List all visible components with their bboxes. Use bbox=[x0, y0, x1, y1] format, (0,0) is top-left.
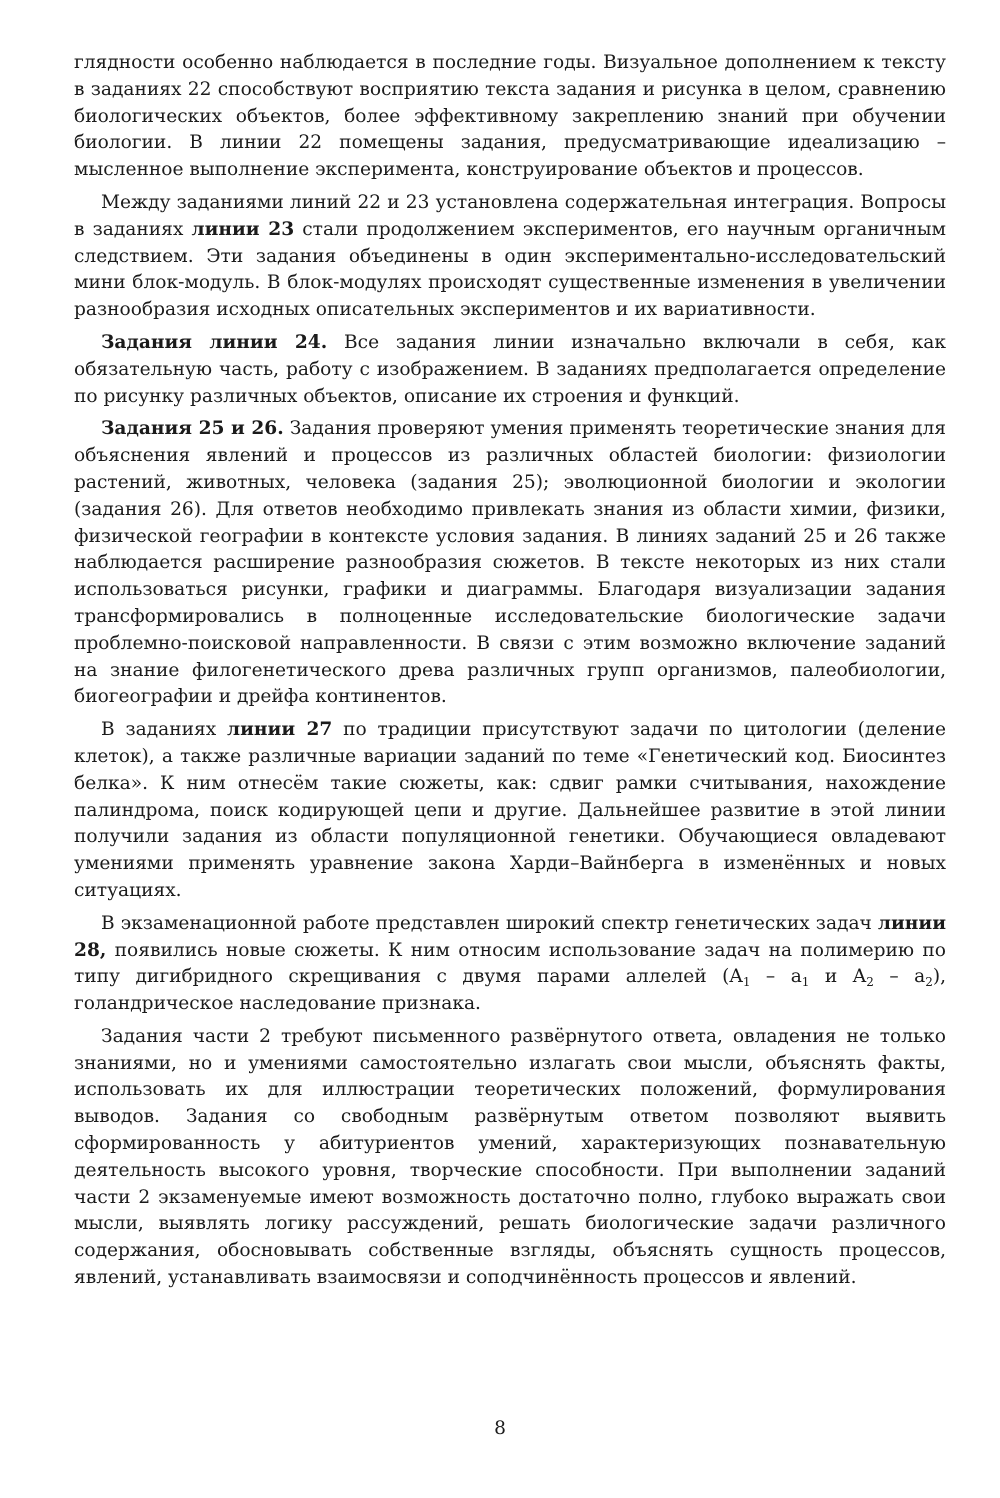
paragraph-tasks-25-26 bbox=[74, 416, 946, 711]
paragraph-line-28 bbox=[74, 911, 946, 1018]
bold-term: линии 27 bbox=[227, 719, 333, 741]
conjunction: и bbox=[809, 966, 853, 988]
paragraph-part-2 bbox=[74, 1024, 946, 1292]
paragraph-text: по традиции присутствуют задачи по цитологии (деление клеток), а также различные вариации заданий по теме «Генетический код. Биосинтез белка». К ним отнесём такие сюжеты, как: сдвиг рамки считывания, нахождение палиндрома, поиск кодирующей цепи и другие. Дальнейшее развитие в этой линии получили задания из области популяционной генетики. Обучающиеся овладевают умениями применять уравнение закона Харди–Вайнберга в изменённых и новых ситуациях. bbox=[74, 719, 946, 901]
page-body bbox=[74, 50, 946, 1298]
bold-heading: Задания линии 24. bbox=[101, 331, 328, 353]
paragraph-text: В заданиях bbox=[101, 719, 228, 741]
paragraph-text: Задания части 2 требуют письменного развёрнутого ответа, овладения не только знаниями, но и умениями самостоятельно излагать свои мысли, объяснять факты, использовать их для иллюстрации теоретических положений, формулирования выводов. Задания со свободным развёрнутым ответом позволяют выявить сформированность у абитуриентов умений, характеризующих познавательную деятельность высокого уровня, творческие способности. При выполнении заданий части 2 экзаменуемые имеют возможность достаточно полно, глубоко выражать свои мысли, выявлять логику рассуждений, решать биологические задачи различного содержания, обосновывать собственные взгляды, объяснять сущность процессов, явлений, устанавливать взаимосвязи и соподчинённость процессов и явлений. bbox=[74, 1025, 946, 1289]
bold-term: линии 28, bbox=[74, 912, 946, 961]
paragraph-line-27 bbox=[74, 717, 946, 905]
allele-symbol: a bbox=[914, 966, 926, 988]
paragraph-text: появились новые сюжеты. К ним относим использование задач на полимерию по типу дигибридного скрещивания с двумя парами аллелей ( bbox=[74, 939, 946, 988]
paragraph-lines-22-23 bbox=[74, 190, 946, 324]
paragraph-text: стали продолжением экспериментов, его научным органичным следствием. Эти задания объединены в один экспериментально-исследовательский мини блок-модуль. В блок-модулях происходят существенные изменения в увеличении разнообразия исходных описательных экспериментов и их вариативности. bbox=[74, 218, 946, 321]
allele-symbol: A bbox=[729, 966, 743, 988]
page-number: 8 bbox=[494, 1418, 506, 1439]
bold-heading: Задания 25 и 26. bbox=[101, 418, 284, 440]
paragraph-text: Между заданиями линий 22 и 23 установлена содержательная интеграция. Вопросы в заданиях bbox=[74, 191, 946, 240]
paragraph-text: глядности особенно наблюдается в последние годы. Визуальное дополнением к тексту в заданиях 22 способствуют восприятию текста задания и рисунка в целом, сравнению биологических объектов, более эффективному закреплению знаний при обучении биологии. В линии 22 помещены задания, предусматривающие идеализацию – мысленное выполнение эксперимента, конструирование объектов и процессов. bbox=[74, 52, 946, 181]
paragraph-intro bbox=[74, 50, 946, 184]
paragraph-line-24 bbox=[74, 330, 946, 410]
bold-term: линии 23 bbox=[191, 218, 295, 240]
allele-subscript: 1 bbox=[801, 975, 810, 990]
allele-symbol: a bbox=[790, 966, 802, 988]
allele-subscript: 2 bbox=[866, 975, 874, 990]
dash: – bbox=[873, 966, 915, 988]
allele-subscript: 2 bbox=[925, 975, 933, 990]
allele-symbol: A bbox=[852, 966, 867, 988]
paragraph-text: Все задания линии изначально включали в себя, как обязательную часть, работу с изображением. В заданиях предполагается определение по рисунку различных объектов, описание их строения и функций. bbox=[74, 331, 946, 407]
allele-subscript: 1 bbox=[742, 975, 751, 990]
paragraph-text: В экзаменационной работе представлен широкий спектр генетических задач bbox=[101, 912, 878, 934]
paragraph-text: ), голандрическое наследование признака. bbox=[74, 966, 946, 1015]
dash: – bbox=[750, 966, 791, 988]
paragraph-text: Задания проверяют умения применять теоретические знания для объяснения явлений и процессов из различных областей биологии: физиологии растений, животных, человека (задания 25); эволюционной биологии и экологии (задания 26). Для ответов необходимо привлекать знания из области химии, физики, физической географии в контексте условия задания. В линиях заданий 25 и 26 также наблюдается расширение разнообразия сюжетов. В тексте некоторых из них стали использоваться рисунки, графики и диаграммы. Благодаря визуализации задания трансформировались в полноценные исследовательские биологические задачи проблемно-поисковой направленности. В связи с этим возможно включение заданий на знание филогенетического древа различных групп организмов, палеобиологии, биогеографии и дрейфа континентов. bbox=[74, 418, 946, 708]
